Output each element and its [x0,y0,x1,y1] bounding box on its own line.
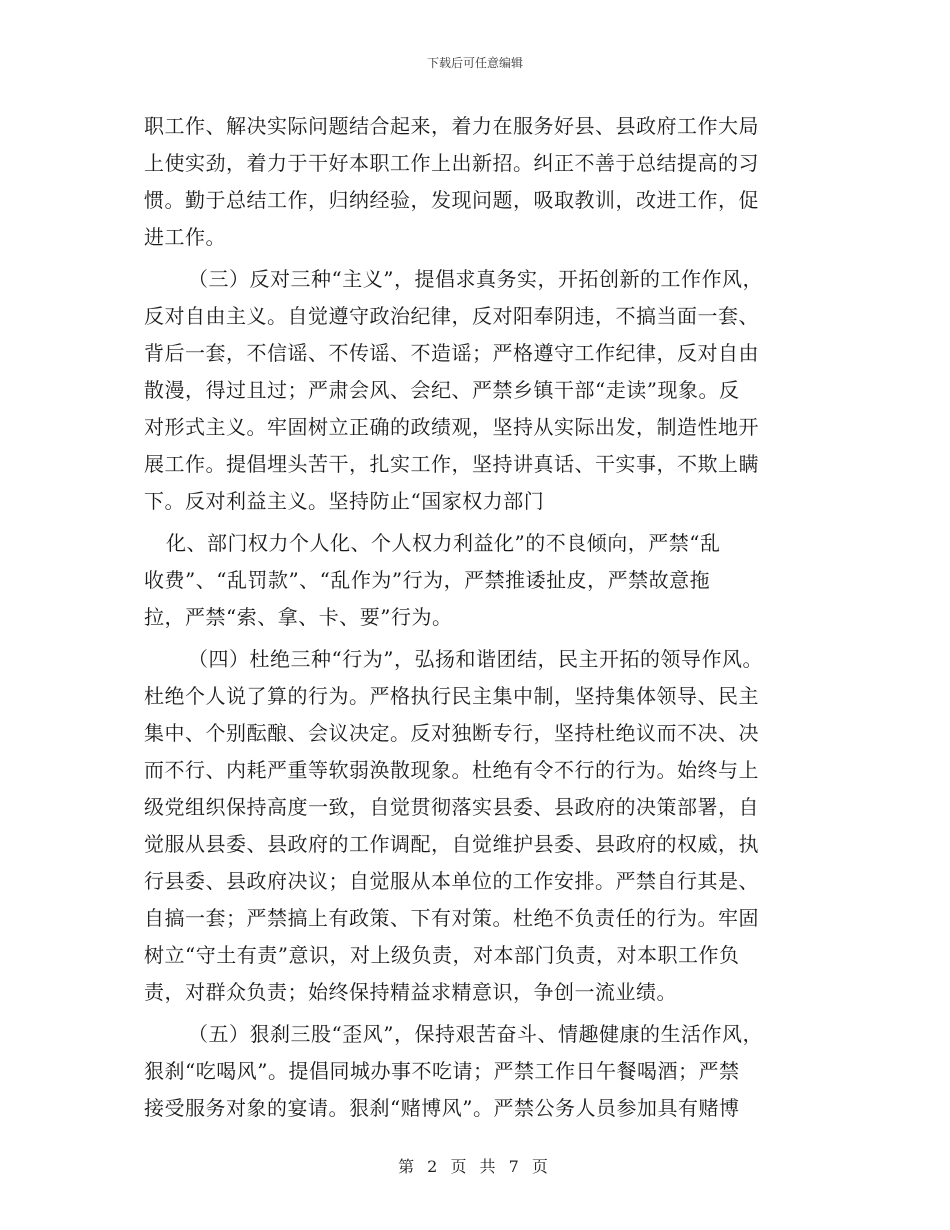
text-line: 进工作。 [144,225,226,249]
text-line: 接受服务对象的宴请。狠刹“赌博风”。严禁公务人员参加具有赌博 [144,1096,740,1120]
text-line: 自搞一套；严禁搞上有政策、下有对策。杜绝不负责任的行为。牢固 [144,906,759,930]
text-line: 散漫，得过且过；严肃会风、会纪、严禁乡镇干部“走读”现象。反 [144,378,740,402]
text-line: 背后一套，不信谣、不传谣、不造谣；严格遵守工作纪律，反对自由 [144,341,759,365]
text-line: 化、部门权力个人化、个人权力利益化”的不良倾向，严禁“乱 [166,531,721,555]
text-line: （五）狠刹三股“歪风”，保持艰苦奋斗、情趣健康的生活作风， [188,1022,763,1046]
page-footer: 第 2 页 共 7 页 [398,1157,552,1176]
text-line: 反对自由主义。自觉遵守政治纪律，反对阳奉阴违，不搞当面一套、 [144,304,759,328]
text-line: 而不行、内耗严重等软弱涣散现象。杜绝有令不行的行为。始终与上 [144,758,759,782]
text-line: 对形式主义。牢固树立正确的政绩观，坚持从实际出发，制造性地开 [144,415,759,439]
document-body [144,108,809,1127]
text-line: 觉服从县委、县政府的工作调配，自觉维护县委、县政府的权威，执 [144,832,759,856]
text-line: 级党组织保持高度一致，自觉贯彻落实县委、县政府的决策部署，自 [144,795,759,819]
text-line: 狠刹“吃喝风”。提倡同城办事不吃请；严禁工作日午餐喝酒；严禁 [144,1059,740,1083]
text-line: 责，对群众负责；始终保持精益求精意识，争创一流业绩。 [144,980,677,1004]
text-line: 行县委、县政府决议；自觉服从本单位的工作安排。严禁自行其是、 [144,869,759,893]
page-header: 下载后可任意编辑 [426,56,523,70]
text-line: 职工作、解决实际问题结合起来，着力在服务好县、县政府工作大局 [144,114,759,138]
text-line: 杜绝个人说了算的行为。严格执行民主集中制，坚持集体领导、民主 [144,684,759,708]
text-line: 拉，严禁“索、拿、卡、要”行为。 [144,605,453,629]
text-line: 集中、个别酝酿、会议决定。反对独断专行，坚持杜绝议而不决、决 [144,721,759,745]
text-line: 上使实劲，着力于干好本职工作上出新招。纠正不善于总结提高的习 [144,151,759,175]
text-line: 展工作。提倡埋头苦干，扎实工作，坚持讲真话、干实事，不欺上瞒 [144,452,759,476]
text-line: 下。反对利益主义。坚持防止“国家权力部门 [144,489,545,513]
text-line: 树立“守土有责”意识，对上级负责，对本部门负责，对本职工作负 [144,943,740,967]
text-line: 收费”、“乱罚款”、“乱作为”行为，严禁推诿扯皮，严禁故意拖 [144,568,711,592]
text-line: （三）反对三种“主义”，提倡求真务实，开拓创新的工作作风， [188,267,763,291]
text-line: （四）杜绝三种“行为”，弘扬和谐团结，民主开拓的领导作风。 [188,647,763,671]
text-line: 惯。勤于总结工作，归纳经验，发现问题，吸取教训，改进工作，促 [144,188,759,212]
